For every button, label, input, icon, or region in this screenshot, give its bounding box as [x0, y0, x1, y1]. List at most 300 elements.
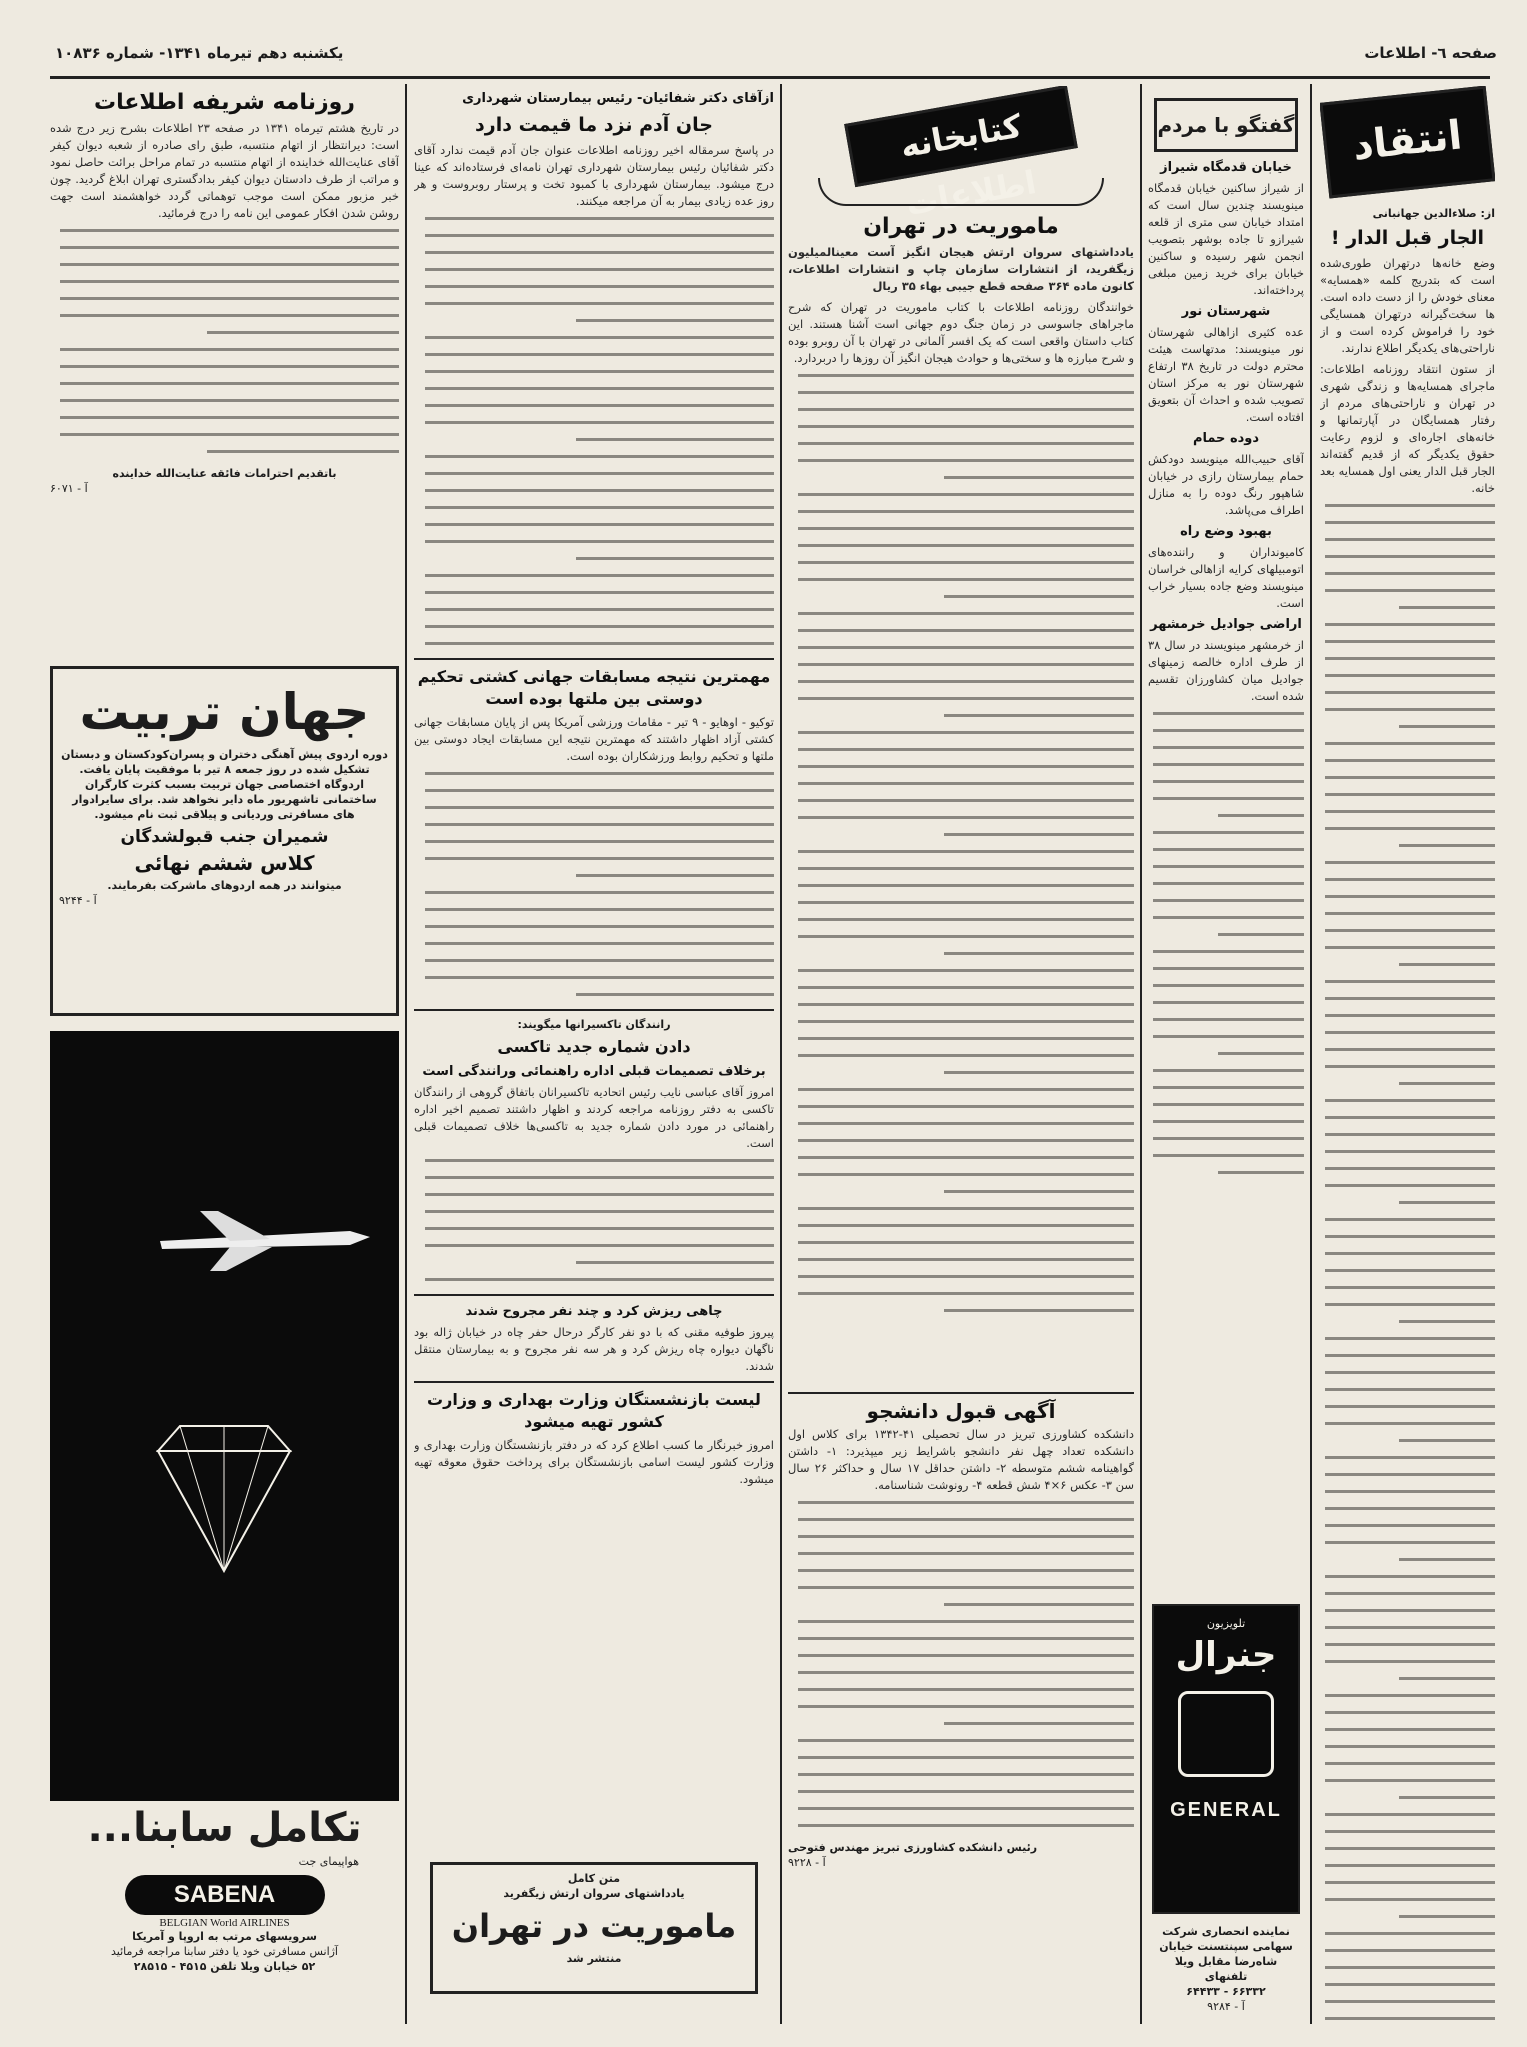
- text-line: [788, 1783, 1134, 1800]
- text-line: [788, 1013, 1134, 1030]
- text-line: [788, 1234, 1134, 1251]
- text-line: [1320, 667, 1495, 684]
- text-line: [414, 397, 774, 414]
- text-line: [788, 1545, 1134, 1562]
- text-line: [414, 278, 774, 295]
- text-line: [1320, 1024, 1495, 1041]
- text-line: [414, 765, 774, 782]
- general-ad-latin: GENERAL: [1170, 1799, 1282, 1821]
- text-line: [1320, 684, 1495, 701]
- letters-section-text: کامیونداران و راننده‌های اتومبیلهای کرایه ازاهالی خراسان مینویسند وضع جاده بسیار خراب است.: [1148, 545, 1304, 610]
- text-line: [414, 1152, 774, 1169]
- text-line: [50, 426, 399, 443]
- jahan-tarbiat-ad: [50, 666, 399, 1016]
- header-rule: [50, 76, 1490, 79]
- text-line: [50, 273, 399, 290]
- text-line: [788, 1579, 1134, 1596]
- text-line: [1148, 705, 1304, 722]
- text-line: [1320, 582, 1495, 599]
- text-line: [1320, 1364, 1495, 1381]
- general-ad-brand: جنرال: [1175, 1635, 1277, 1675]
- text-line: [1320, 1143, 1495, 1160]
- text-line: [1320, 1789, 1495, 1806]
- text-line: [788, 996, 1134, 1013]
- text-line: [50, 222, 399, 239]
- text-line: [1320, 599, 1495, 616]
- tv-set-icon: [1178, 1691, 1274, 1777]
- sabena-title: تکامل سابنا...: [87, 1805, 362, 1851]
- text-line: [1148, 1096, 1304, 1113]
- text-line: [414, 1271, 774, 1288]
- admission-code: آ - ۹۲۲۸: [788, 1856, 826, 1869]
- library-body: خوانندگان روزنامه اطلاعات با کتاب ماموریت در تهران که شرح ماجراهای جاسوسی در زمان جنگ دوم جهانی است آشنا هستند. این کتاب داستان واقعی است که یک افسر آلمانی در تهران با آن روبرو بوده و شرح مبارزه ها و سختی‌ها و حوادث هیجان انگیز آن روزها را دربردارد.: [788, 300, 1134, 365]
- text-line: [414, 210, 774, 227]
- text-line: [1320, 650, 1495, 667]
- text-line: [1320, 1415, 1495, 1432]
- text-line: [1148, 1147, 1304, 1164]
- text-line: [414, 414, 774, 431]
- text-line: [1148, 756, 1304, 773]
- text-line: [414, 516, 774, 533]
- sabena-ad-image: [50, 1031, 399, 1801]
- text-line: [788, 911, 1134, 928]
- text-line: [1320, 1075, 1495, 1092]
- text-line: [1320, 973, 1495, 990]
- text-line: [1320, 1330, 1495, 1347]
- text-line: [1320, 565, 1495, 582]
- text-line: [50, 358, 399, 375]
- airplane-icon: [160, 1231, 370, 1249]
- text-line: [414, 833, 774, 850]
- text-line: [788, 1047, 1134, 1064]
- text-line: [414, 1237, 774, 1254]
- notice-body: در تاریخ هشتم تیرماه ۱۳۴۱ در صفحه ۲۳ اطلاعات بشرح زیر درج شده است: دیرانتظار از اتهام منتسبه، طبق رای صادره از شعبه دیوان کیفر آقای عنایت‌الله خداینده از اتهام منتسبه در تمام مراحل برائت حاصل نمود و مراتب از طرف دادستان دیوان کیفر بدادگستری تهران ابلاغ گردید. چون خبر مزبور ممکن است موجب توهماتی گردد خواهشمند است جهت روشن شدن افکار عمومی این نامه را درج فرمائید.: [50, 121, 399, 220]
- general-ad-code: آ - ۹۲۸۴: [1207, 2000, 1245, 2013]
- taxi-body-continued: [414, 1152, 774, 1288]
- jahan-ad-line: های مسافرتی وردیانی و پیلاقی ثبت نام میشود.: [94, 808, 355, 821]
- text-line: [414, 227, 774, 244]
- text-line: [414, 969, 774, 986]
- letters-section-title: بهبود وضع راه: [1180, 524, 1272, 539]
- text-line: [1320, 1449, 1495, 1466]
- jahan-ad-line: ساختمانی تاشهریور ماه دایر نخواهد شد. برای سایرادوار: [72, 793, 377, 806]
- text-line: [414, 431, 774, 448]
- text-line: [1148, 722, 1304, 739]
- text-line: [414, 448, 774, 465]
- jahan-ad-line: دوره اردوی پیش آهنگی دختران و پسران‌کودکستان و دبستان: [61, 748, 388, 761]
- sabena-line: آژانس مسافرتی خود یا دفتر سابنا مراجعه فرمائید: [111, 1945, 338, 1958]
- text-line: [1320, 1432, 1495, 1449]
- letters-section-title: شهرستان نور: [1181, 304, 1271, 319]
- sabena-line: ۵۲ خیابان ویلا تلفن ۴۵۱۵ - ۲۸۵۱۵: [133, 1960, 316, 1973]
- text-line: [1148, 1011, 1304, 1028]
- text-line: [1148, 909, 1304, 926]
- text-line: [788, 826, 1134, 843]
- text-line: [788, 520, 1134, 537]
- text-line: [1320, 1296, 1495, 1313]
- text-line: [1320, 1993, 1495, 2010]
- column-rule: [405, 84, 407, 2024]
- notice-code: آ - ۶۰۷۱: [50, 482, 88, 495]
- text-line: [50, 324, 399, 341]
- text-line: [1320, 1959, 1495, 1976]
- text-line: [788, 1681, 1134, 1698]
- text-line: [788, 673, 1134, 690]
- letters-logo: گفتگو با مردم: [1154, 98, 1298, 152]
- criticism-body-continued: [1320, 497, 1495, 2026]
- text-line: [414, 782, 774, 799]
- text-line: [50, 239, 399, 256]
- text-line: [788, 639, 1134, 656]
- sabena-subtitle: هواپیمای جت: [298, 1855, 359, 1868]
- text-line: [788, 962, 1134, 979]
- text-line: [788, 1149, 1134, 1166]
- well-headline: چاهی ریزش کرد و چند نفر مجروح شدند: [465, 1304, 723, 1319]
- text-line: [788, 1715, 1134, 1732]
- general-tv-ad: [1152, 1604, 1300, 1914]
- text-line: [1148, 790, 1304, 807]
- text-line: [1320, 1891, 1495, 1908]
- text-line: [1320, 1738, 1495, 1755]
- text-line: [788, 605, 1134, 622]
- text-line: [1320, 1160, 1495, 1177]
- text-line: [1148, 1045, 1304, 1062]
- text-line: [1320, 1483, 1495, 1500]
- column-rule: [1310, 84, 1312, 2024]
- column-news: [414, 86, 774, 2026]
- text-line: [1320, 735, 1495, 752]
- text-line: [1320, 1381, 1495, 1398]
- text-line: [788, 894, 1134, 911]
- text-line: [1148, 1130, 1304, 1147]
- text-line: [788, 1766, 1134, 1783]
- text-line: [788, 1528, 1134, 1545]
- sabena-illustration: [50, 1031, 399, 1801]
- criticism-byline: از: صلاءالدین جهانبانی: [1372, 207, 1495, 220]
- text-line: [1320, 888, 1495, 905]
- text-line: [50, 409, 399, 426]
- text-line: [414, 261, 774, 278]
- text-line: [788, 435, 1134, 452]
- letters-sections: [1148, 158, 1304, 705]
- text-line: [1148, 1028, 1304, 1045]
- jahan-ad-line: تشکیل شده در روز جمعه ۸ تیر با موفقیت پایان یافت.: [79, 763, 370, 776]
- library-logo: کتابخانه اطلاعات: [844, 86, 1078, 187]
- column-rule: [1140, 84, 1142, 2024]
- column-announcements: [50, 86, 399, 2026]
- text-line: [788, 1817, 1134, 1834]
- student-admission-ad: [788, 1386, 1134, 1870]
- text-line: [1320, 531, 1495, 548]
- letters-section-title: اراضی جوادیل خرمشهر: [1150, 617, 1302, 632]
- jahan-ad-line: اردوگاه اختصاصی جهان تربیت بسبب کثرت کارگران: [85, 778, 364, 791]
- text-line: [414, 901, 774, 918]
- general-ad-rep-line: سهامی سپنتسنت خیابان: [1159, 1940, 1293, 1953]
- general-ad-tagline: تلویزیون: [1206, 1617, 1246, 1630]
- open-book-icon: [818, 178, 1104, 206]
- admission-body: دانشکده کشاورزی تبریز در سال تحصیلی ۴۱-۱۳۴۲ برای کلاس اول دانشکده تعداد چهل نفر دانشجو باشرایط زیر میپذیرد: ۱- داشتن گواهینامه ششم متوسطه ۲- داشتن حداقل ۱۷ سال و حداکثر ۲۶ سال سن ۳- عکس ۶×۴ شش قطعه ۴- رونوشت شناسنامه.: [788, 1427, 1134, 1492]
- text-line: [1320, 1551, 1495, 1568]
- well-body: پیروز طوفیه مقنی که با دو نفر کارگر درحال حفر چاه در خیابان ژاله بود ناگهان دیواره چاه ریزش کرد و هر سه نفر مجروح و به بیمارستان منتقل شدند.: [414, 1325, 774, 1373]
- text-line: [50, 375, 399, 392]
- admission-sign: رئیس دانشکده کشاورزی تبریز مهندس فتوحی: [788, 1841, 1038, 1854]
- text-line: [1320, 752, 1495, 769]
- text-line: [1320, 922, 1495, 939]
- text-line: [788, 1302, 1134, 1319]
- sabena-ad-text: [50, 1802, 399, 2012]
- text-line: [1320, 718, 1495, 735]
- text-line: [1320, 514, 1495, 531]
- library-body-continued: [788, 367, 1134, 1319]
- text-line: [1148, 1079, 1304, 1096]
- text-line: [414, 465, 774, 482]
- text-line: [1148, 994, 1304, 1011]
- text-line: [414, 584, 774, 601]
- text-line: [414, 380, 774, 397]
- jahan-ad-class: کلاس ششم نهائی: [134, 851, 315, 875]
- text-line: [788, 792, 1134, 809]
- text-line: [1320, 633, 1495, 650]
- wrestling-headline: مهمترین نتیجه مسابقات جهانی کشتی تحکیم دوستی بین ملتها بوده است: [417, 667, 771, 708]
- book-published-ad: [430, 1862, 758, 1994]
- text-line: [414, 601, 774, 618]
- text-line: [788, 1030, 1134, 1047]
- text-line: [1320, 1194, 1495, 1211]
- column-library: [788, 86, 1134, 2026]
- text-line: [50, 341, 399, 358]
- text-line: [1320, 497, 1495, 514]
- text-line: [1320, 1262, 1495, 1279]
- taxi-headline: دادن شماره جدید تاکسی: [497, 1037, 691, 1056]
- text-line: [414, 867, 774, 884]
- jahan-ad-title: جهان تربیت: [79, 683, 370, 741]
- text-line: [788, 1200, 1134, 1217]
- text-line: [1320, 837, 1495, 854]
- hospital-body-continued: [414, 210, 774, 652]
- text-line: [414, 1254, 774, 1271]
- text-line: [414, 482, 774, 499]
- text-line: [414, 816, 774, 833]
- sabena-line: سرویسهای مرتب به اروپا و آمریکا: [132, 1930, 317, 1943]
- text-line: [788, 384, 1134, 401]
- text-line: [1148, 841, 1304, 858]
- text-line: [788, 1132, 1134, 1149]
- text-line: [1320, 1585, 1495, 1602]
- text-line: [1320, 990, 1495, 1007]
- text-line: [788, 571, 1134, 588]
- text-line: [1320, 1126, 1495, 1143]
- text-line: [788, 1596, 1134, 1613]
- text-line: [788, 1115, 1134, 1132]
- text-line: [1320, 769, 1495, 786]
- text-line: [414, 295, 774, 312]
- text-line: [788, 503, 1134, 520]
- letters-section-title: خیابان قدمگاه شیراز: [1160, 160, 1292, 175]
- text-line: [50, 392, 399, 409]
- text-line: [788, 1285, 1134, 1302]
- library-logo-block: [808, 96, 1114, 224]
- hospital-body: در پاسخ سرمقاله اخیر روزنامه اطلاعات عنوان جان آدم قیمت ندارد آقای دکتر شفائیان رئیس بیمارستان شهرداری تهران نامه‌ای فرستاده‌اند که عینا درج میشود. بیمارستان شهرداری با کمبود تخت و پرستار روبروست و هر روز عده زیادی بیمار به آن مراجعه میکنند.: [414, 143, 774, 208]
- text-line: [1148, 773, 1304, 790]
- text-line: [1320, 1840, 1495, 1857]
- text-line: [1148, 1062, 1304, 1079]
- text-line: [788, 367, 1134, 384]
- general-ad-rep-line: شاه‌رضا مقابل ویلا تلفنهای: [1174, 1955, 1278, 1983]
- text-line: [1320, 1976, 1495, 1993]
- text-line: [414, 799, 774, 816]
- text-line: [1320, 1041, 1495, 1058]
- general-ad-rep-line: ۶۶۳۳۲ - ۶۴۴۳۳: [1186, 1985, 1266, 1998]
- text-line: [414, 986, 774, 1003]
- text-line: [788, 537, 1134, 554]
- text-line: [788, 1166, 1134, 1183]
- text-line: [414, 1186, 774, 1203]
- text-line: [1148, 858, 1304, 875]
- jahan-ad-line: میتوانند در همه اردوهای ماشرکت بفرمایند.: [107, 879, 342, 892]
- text-line: [1148, 960, 1304, 977]
- text-line: [788, 690, 1134, 707]
- text-line: [788, 1251, 1134, 1268]
- jahan-ad-code: آ - ۹۲۴۴: [59, 894, 97, 907]
- taxi-subhead: برخلاف تصمیمات قبلی اداره راهنمائی ورانندگی است: [422, 1064, 766, 1079]
- text-line: [1320, 1908, 1495, 1925]
- text-line: [1320, 1313, 1495, 1330]
- text-line: [788, 401, 1134, 418]
- text-line: [414, 244, 774, 261]
- text-line: [1148, 892, 1304, 909]
- text-line: [414, 1169, 774, 1186]
- text-line: [1320, 1874, 1495, 1891]
- criticism-headline: الجار قبل الدار !: [1330, 227, 1485, 249]
- book-ad-line: منتشر شد: [566, 1952, 622, 1965]
- admission-body-continued: [788, 1494, 1134, 1834]
- wrestling-body: توکیو - اوهایو - ۹ تیر - مقامات ورزشی آمریکا پس از پایان مسابقات جهانی کشتی آزاد اظهار داشتند که مهمترین نتیجه این مسابقات ایجاد دوستی بین ملتها و تحکیم روابط ورزشکاران بوده است.: [414, 715, 774, 763]
- text-line: [1148, 875, 1304, 892]
- text-line: [1320, 1466, 1495, 1483]
- page-header-right: صفحه ٦- اطلاعات: [1364, 44, 1497, 62]
- text-line: [414, 346, 774, 363]
- text-line: [788, 1749, 1134, 1766]
- criticism-lead: وضع خانه‌ها درتهران طوری‌شده است که بتدریج کلمه «همسایه» معنای خودش را از دست داده است. ها سخت‌گیرانه درتهران همسایگی خود را فراموش کرده است و از ناراحتی‌های یکدیگر اطلاع ندارند.: [1320, 256, 1495, 355]
- text-line: [788, 758, 1134, 775]
- text-line: [788, 945, 1134, 962]
- text-line: [788, 1511, 1134, 1528]
- text-line: [788, 809, 1134, 826]
- text-line: [788, 843, 1134, 860]
- column-letters: [1148, 86, 1304, 2026]
- text-line: [1320, 1109, 1495, 1126]
- text-line: [1320, 548, 1495, 565]
- text-line: [1320, 1500, 1495, 1517]
- text-line: [1320, 2010, 1495, 2026]
- text-line: [1320, 871, 1495, 888]
- text-line: [788, 1064, 1134, 1081]
- text-line: [1320, 1721, 1495, 1738]
- column-rule: [780, 84, 782, 2024]
- letters-section-text: از خرمشهر مینویسند در سال ۳۸ از طرف اداره خالصه زمینهای جوادیل میان کشاورزان تقسیم شده است.: [1148, 638, 1304, 703]
- text-line: [414, 1203, 774, 1220]
- text-line: [788, 1732, 1134, 1749]
- text-line: [1320, 1092, 1495, 1109]
- text-line: [1320, 803, 1495, 820]
- text-line: [788, 741, 1134, 758]
- text-line: [414, 618, 774, 635]
- book-ad-title: ماموریت در تهران: [451, 1907, 737, 1945]
- sabena-logo: SABENA: [125, 1875, 325, 1915]
- airplane-wing-icon: [210, 1247, 272, 1271]
- text-line: [788, 1494, 1134, 1511]
- text-line: [1320, 1687, 1495, 1704]
- airplane-wing-icon: [200, 1211, 270, 1241]
- notice-sign: باتقدیم احترامات فائقه عنایت‌الله خداینده: [112, 467, 337, 480]
- library-headline: ماموریت در تهران: [863, 214, 1059, 239]
- text-line: [1148, 807, 1304, 824]
- text-line: [1320, 1670, 1495, 1687]
- taxi-kicker: رانندگان تاکسیرانها میگویند:: [517, 1018, 671, 1031]
- hospital-headline-small: ازآقای دکتر شفائیان- رئیس بیمارستان شهرداری: [462, 91, 774, 106]
- text-line: [1320, 1517, 1495, 1534]
- letters-section-title: دوده حمام: [1192, 431, 1260, 446]
- text-line: [414, 1220, 774, 1237]
- text-line: [788, 1613, 1134, 1630]
- page-header-date: یکشنبه دهم تیرماه ۱۳۴۱- شماره ۱۰۸۳۶: [55, 44, 344, 62]
- sabena-latin: BELGIAN World AIRLINES: [159, 1917, 290, 1929]
- text-line: [1148, 739, 1304, 756]
- letters-body-continued: [1148, 705, 1304, 1181]
- text-line: [788, 1630, 1134, 1647]
- notice-body-continued: [50, 222, 399, 460]
- text-line: [788, 979, 1134, 996]
- text-line: [1148, 926, 1304, 943]
- text-line: [414, 499, 774, 516]
- text-line: [1320, 1245, 1495, 1262]
- text-line: [788, 418, 1134, 435]
- text-line: [788, 656, 1134, 673]
- text-line: [414, 550, 774, 567]
- text-line: [414, 567, 774, 584]
- text-line: [1320, 1925, 1495, 1942]
- text-line: [1320, 1619, 1495, 1636]
- text-line: [1148, 943, 1304, 960]
- text-line: [414, 329, 774, 346]
- text-line: [1320, 905, 1495, 922]
- text-line: [1320, 701, 1495, 718]
- criticism-body: از ستون انتقاد روزنامه اطلاعات: ماجرای همسایه‌ها و زندگی شهری در تهران و ناراحتی‌های مردم از رفتار همسایگان در آپارتمانها و خانه‌های اجاره‌ای و لزوم رعایت حقوق یکدیگر که از قدیم گفته‌اند الجار قبل الدار یعنی اول همسایه بعد خانه.: [1320, 362, 1495, 495]
- text-line: [414, 850, 774, 867]
- text-line: [1320, 1772, 1495, 1789]
- text-line: [1320, 1398, 1495, 1415]
- text-line: [1320, 1568, 1495, 1585]
- text-line: [1148, 824, 1304, 841]
- wrestling-body-continued: [414, 765, 774, 1003]
- text-line: [788, 1081, 1134, 1098]
- letters-section-text: از شیراز ساکنین خیابان قدمگاه مینویسند چندین سال است که امتداد خیابان سی متری از قلعه شیرازو تا جاده بوشهر بتصویب انجمن شهر رسیده و ساکنین خیابان برای خرید زمین مبلغی پرداخته‌اند.: [1148, 181, 1304, 297]
- library-sub: یادداشتهای سروان ارتش هیجان انگیز آست معینالمیلیون زیگفرید، از انتشارات سازمان چاپ و انتشارات اطلاعات، کانون ماده ۳۶۴ صفحه قطع جیبی بهاء ۳۵ ریال: [788, 245, 1134, 293]
- text-line: [788, 1217, 1134, 1234]
- text-line: [1320, 616, 1495, 633]
- text-line: [788, 1647, 1134, 1664]
- text-line: [1320, 1755, 1495, 1772]
- notice-headline: روزنامه شریفه اطلاعات: [94, 90, 355, 115]
- text-line: [788, 1098, 1134, 1115]
- text-line: [788, 1698, 1134, 1715]
- text-line: [788, 724, 1134, 741]
- text-line: [414, 884, 774, 901]
- text-line: [788, 452, 1134, 469]
- text-line: [50, 256, 399, 273]
- text-line: [1320, 1211, 1495, 1228]
- jahan-ad-line: شمیران جنب قبولشدگان: [120, 827, 329, 847]
